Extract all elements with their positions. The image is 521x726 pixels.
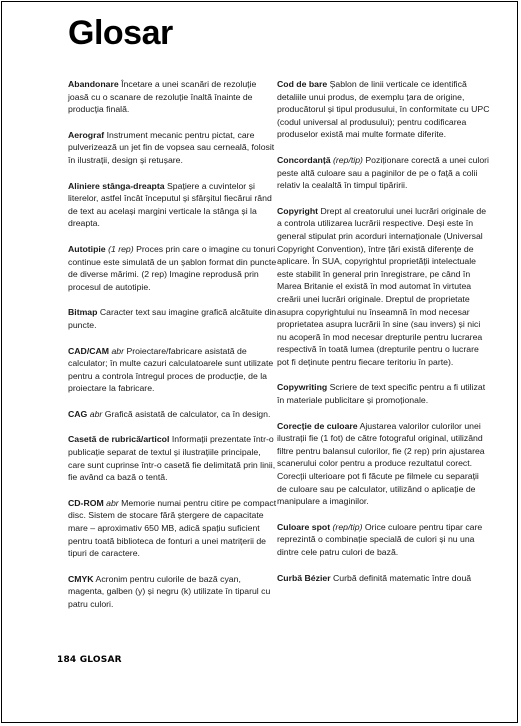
glossary-definition: Instrument mecanic pentru pictat, care pulverizează un jet fin de vopsea sau cerneală, folosit în ilustrații, design și retușare. [68,129,275,165]
glossary-column-right [277,78,490,597]
glossary-term: Concordanță [277,154,331,165]
glossary-term: CAG [68,408,88,419]
glossary-abbr: abr [111,345,125,356]
glossary-definition: Scriere de text specific pentru a fi utilizat în materiale publicitare și promoționale. [277,382,486,406]
glossary-term: Corecție de culoare [277,420,358,431]
glossary-definition: Spațiere a cuvintelor și literelor, astfel încât începutul și sfârșitul fiecărui rând de text au același margini verticale la stânga și la dreapta. [68,180,272,229]
glossary-definition: Poziționare corectă a unei culori peste altă culoare sau a paginilor de pe o față a colii relativ la cealaltă în timpul tipăririi. [277,154,489,191]
glossary-entry [277,420,490,508]
page-title: Glosar [68,14,173,52]
glossary-term: Aliniere stânga-dreapta [68,180,165,191]
glossary-term: Copywriting [277,382,328,393]
glossary-definition: Drept al creatorului unei lucrări originale de a controla utilizarea lucrării respective. Deși este în general stipulat prin acorduri internaționale (Universal Copyright Convention), între țări există diferențe de aplicare. În SUA, copyrightul proprietății intelectuale este stabilit în general prin înregistrare, pe când în Marea Britanie el există în mod automat în virtutea creării unei lucrări originale. Dreptul de proprietate asupra copyrightului nu înseamnă în mod necesar proprietatea asupra lucrării în sine (sau invers) și nici nu acoperă în mod necesar drepturile pentru lucrarea respectivă în toată lumea (drepturile pentru o lucrare pot fi deținute pentru fiecare teritoriu în parte). [277,205,487,367]
glossary-term: CD-ROM [68,497,104,508]
glossary-definition: Curbă definită matematic între două [333,572,472,583]
glossary-entry [68,345,277,395]
glossary-abbr: (1 rep) [108,243,134,254]
glossary-definition: Informații prezentate într-o publicație separat de textul și ilustrațiile principale, care sunt cuprinse într-o casetă fie delimitată prin linii, fie având ca bază o tentă. [68,434,276,483]
glossary-term: Cod de bare [277,79,328,89]
glossary-term: Casetă de rubrică/articol [68,434,170,445]
glossary-entry [68,497,277,560]
glossary-entry [277,205,490,369]
glossary-definition: Proces prin care o imagine cu tonuri continue este simulată de un șablon format din puncte de diverse mărimi. (2 rep) Imagine reprodusă prin procesul de autotipie. [68,243,277,292]
glossary-term: CMYK [68,573,94,584]
glossary-term: Aerograf [68,129,105,140]
glossary-entry [68,408,277,421]
glossary-term: Abandonare [68,79,119,89]
glossary-term: Copyright [277,205,319,216]
glossary-term: Curbă Bézier [277,572,331,583]
glossary-entry [68,129,277,167]
glossary-entry [68,243,277,293]
glossary-definition: Orice culoare pentru tipar care reprezintă o combinație specială de culori și nu una dintre cele patru culori de bază. [277,521,483,557]
glossary-entry [68,573,277,611]
glossary-definition: Proiectare/fabricare asistată de calculator; în multe cazuri calculatoarele sunt utilizate pentru a controla întregul proces de producție, de la proiectare la fabricare. [68,345,274,394]
glossary-term: Autotipie [68,243,106,254]
glossary-entry [68,433,277,483]
glossary-definition: Memorie numai pentru citire pe compact disc. Sistem de stocare fără ștergere de capacitate mare – aproximativ 650 MB, adică spațiu suficient pentru toată biblioteca de fonturi a unei matrițerii de tipuri de caractere. [68,497,277,559]
glossary-term: CAD/CAM [68,345,110,356]
glossary-entry [68,78,277,116]
glossary-entry [277,78,490,141]
glossary-entry [68,306,277,331]
glossary-abbr: (rep/tip) [333,154,363,165]
glossary-entry [277,521,490,559]
glossary-entry [277,154,490,192]
glossary-definition: Grafică asistată de calculator, ca în design. [104,408,271,419]
glossary-abbr: abr [106,497,119,508]
glossary-definition: Acronim pentru culorile de bază cyan, magenta, galben (y) și negru (k) utilizate în tiparul cu patru culori. [68,573,271,609]
glossary-term: Bitmap [68,307,98,318]
glossary-entry [277,381,490,406]
glossary-definition: Caracter text sau imagine grafică alcătuite din puncte. [68,307,277,330]
glossary-definition: Șablon de linii verticale ce identifică detaliile unui produs, de exemplu țara de origine, producătorul și tipul produsului, în conformitate cu UPC (codul universal al produsului); pentru codificarea produselor există mai multe formate diferite. [277,79,490,140]
glossary-entry [68,180,277,230]
glossary-abbr: abr [89,408,103,419]
glossary-entry [277,572,490,585]
glossary-abbr: (rep/tip) [332,521,363,532]
glossary-definition: Ajustarea valorilor culorilor unei ilustrații fie (1 fot) de către fotograful original, utilizând filtre pentru balansul culorilor, fie (2 rep) prin ajustarea scanerului color pentru a produce rezultatul corect. Corecții ulterioare pot fi făcute pe filmele cu separații de culoare sau pe calculator, utilizând o aplicație de manipulare a imaginilor. [277,420,485,507]
glossary-definition: Încetare a unei scanări de rezoluție joasă cu o scanare de rezoluție înaltă înainte de producția finală. [68,79,257,115]
glossary-term: Culoare spot [277,521,331,532]
page-footer: 184 GLOSAR [57,655,122,665]
glossary-column-left [68,78,277,624]
